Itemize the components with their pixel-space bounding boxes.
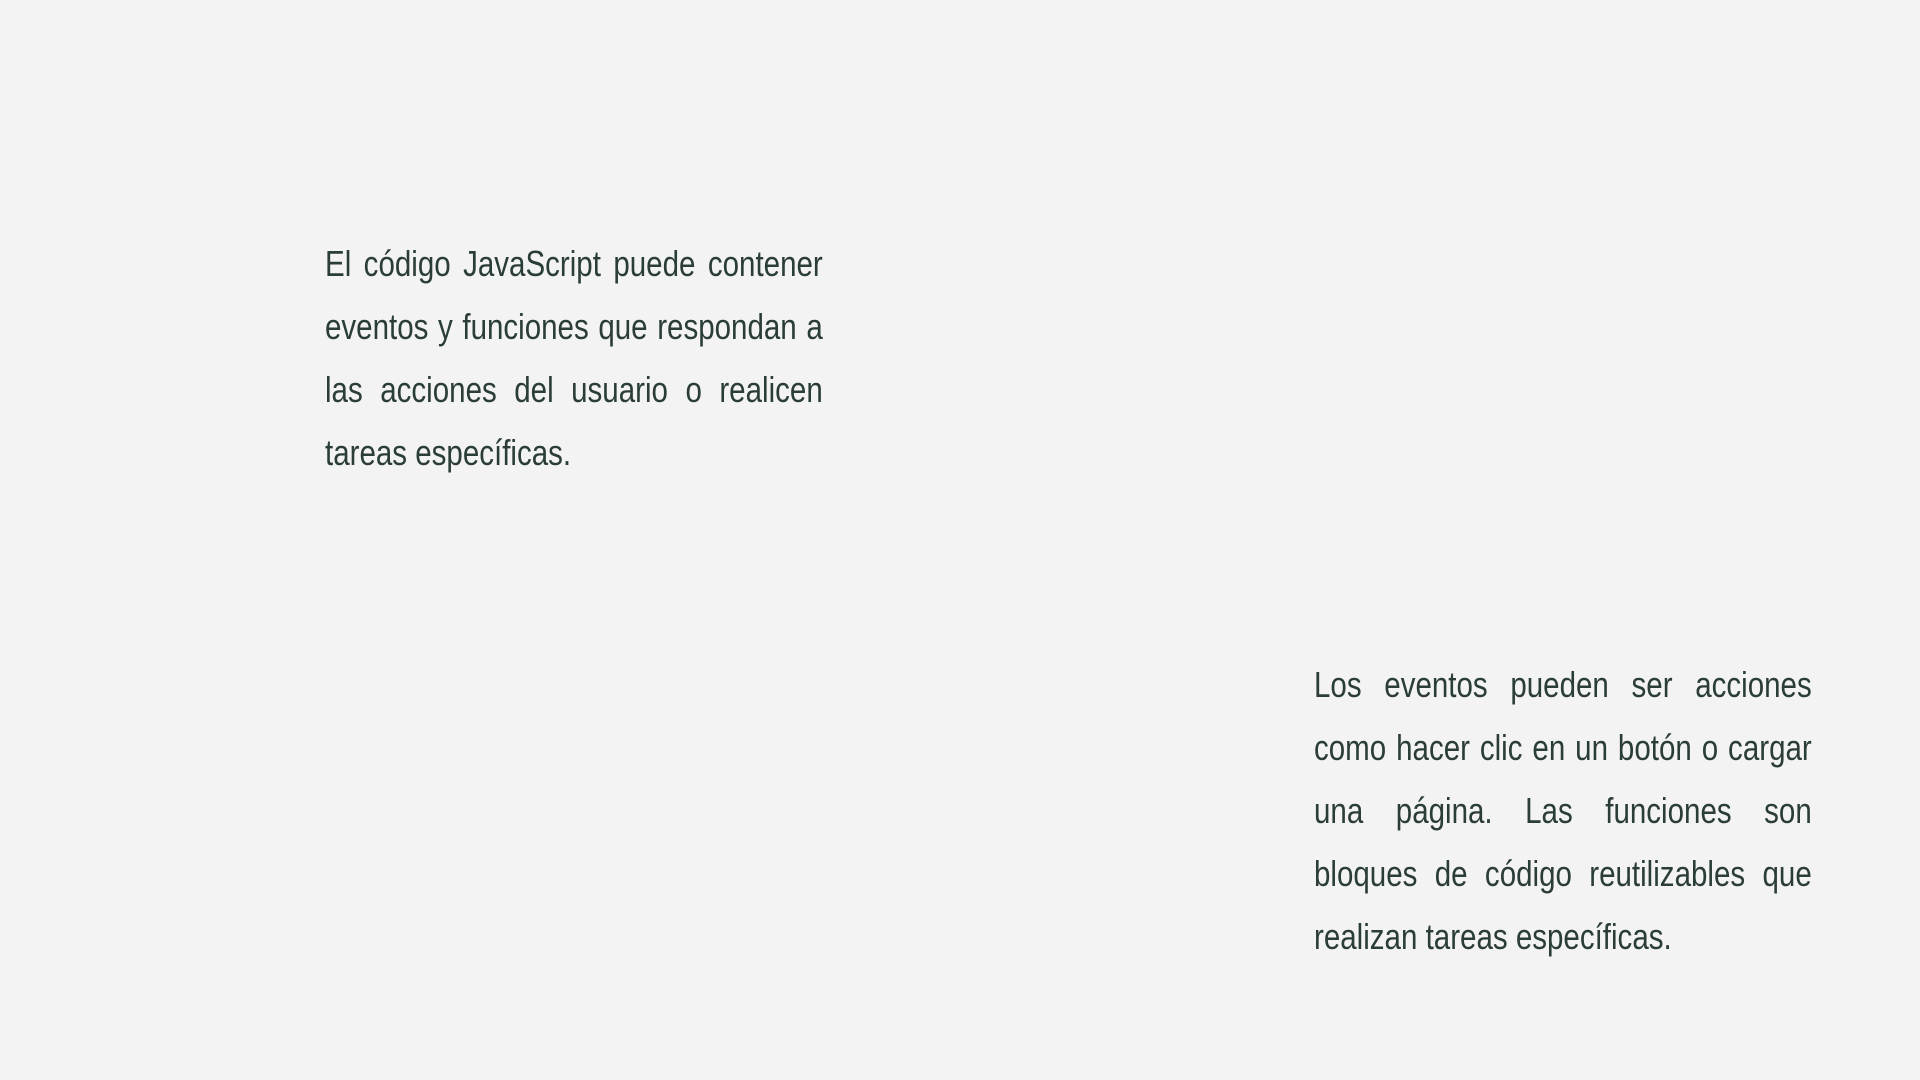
paragraph-javascript-code: El código JavaScript puede contener eventos y funciones que respondan a las acciones del usuario o realicen tareas específicas. <box>325 243 823 473</box>
paragraph-events-functions: Los eventos pueden ser acciones como hacer clic en un botón o cargar una página. Las funciones son bloques de código reutilizables que realizan tareas específicas. <box>1314 664 1812 957</box>
